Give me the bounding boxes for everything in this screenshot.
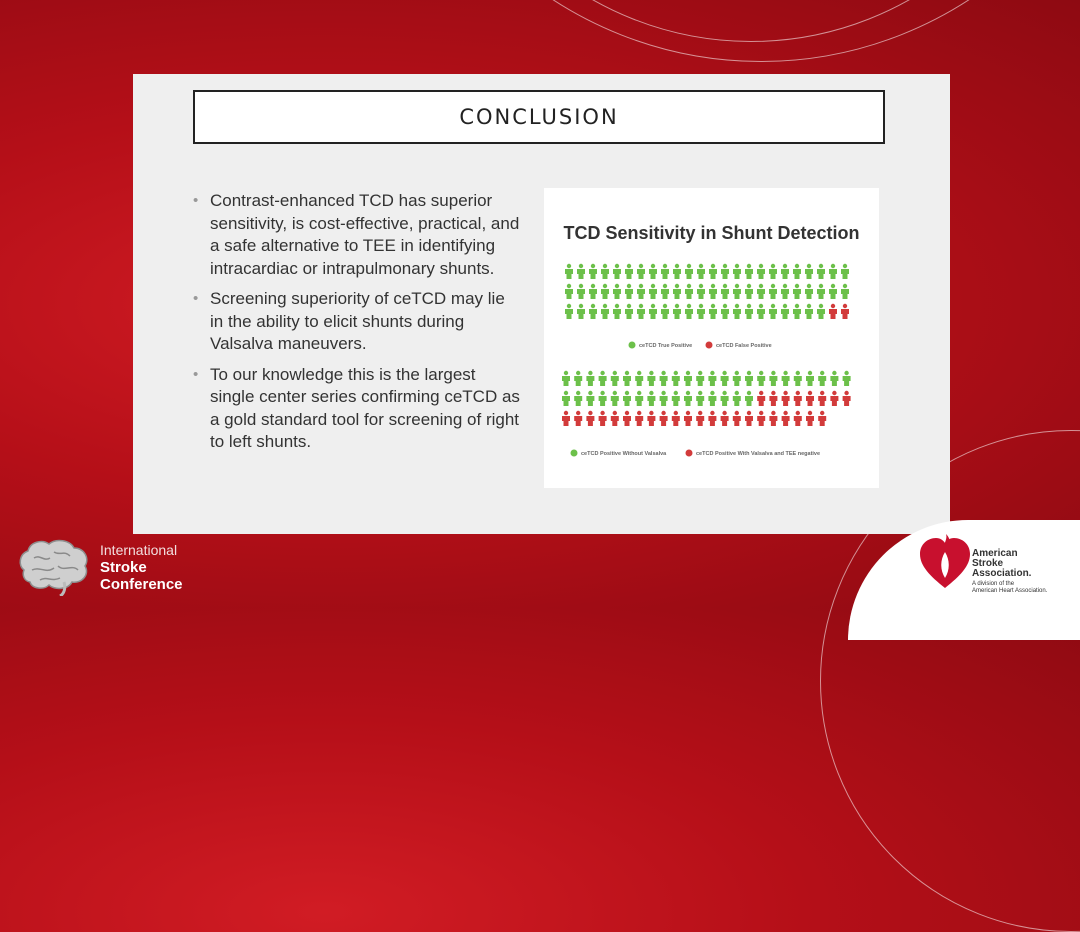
person-icon-red — [721, 411, 729, 426]
person-icon-red — [647, 411, 655, 426]
person-icon-red — [757, 391, 765, 406]
person-icon-green — [709, 284, 717, 299]
person-icon-green — [721, 371, 729, 386]
person-icon-green — [625, 304, 633, 319]
legend-swatch — [706, 342, 713, 349]
person-icon-green — [817, 284, 825, 299]
person-icon-green — [637, 284, 645, 299]
legend-swatch — [571, 450, 578, 457]
person-icon-red — [794, 391, 802, 406]
aha-line: Stroke — [972, 558, 1004, 569]
person-icon-green — [562, 371, 570, 386]
person-icon-green — [829, 264, 837, 279]
person-icon-green — [649, 264, 657, 279]
legend-swatch — [629, 342, 636, 349]
person-icon-green — [613, 304, 621, 319]
person-icon-green — [805, 284, 813, 299]
aha-line: American — [972, 548, 1018, 559]
person-icon-green — [805, 264, 813, 279]
person-icon-red — [745, 411, 753, 426]
person-icon-green — [769, 371, 777, 386]
person-icon-red — [599, 411, 607, 426]
person-icon-red — [696, 411, 704, 426]
slide-title: CONCLUSION — [459, 105, 619, 129]
person-icon-green — [660, 371, 668, 386]
brain-logo-icon — [14, 536, 92, 596]
person-icon-green — [613, 284, 621, 299]
person-icon-green — [647, 391, 655, 406]
person-icon-green — [721, 284, 729, 299]
person-icon-green — [673, 304, 681, 319]
person-icon-green — [672, 391, 680, 406]
person-icon-green — [794, 371, 802, 386]
person-icon-green — [574, 391, 582, 406]
person-icon-red — [586, 411, 594, 426]
person-icon-green — [562, 391, 570, 406]
bullet-item: • Contrast-enhanced TCD has superior sensitivity, is cost-effective, practical, and a safe alternative to TEE in identifying intracardiac or intrapulmonary shunts. — [191, 190, 521, 280]
person-icon-green — [625, 284, 633, 299]
person-icon-green — [635, 391, 643, 406]
chart-panel — [544, 188, 879, 488]
bullet-item: • To our knowledge this is the largest single center series confirming ceTCD as a gold standard tool for screening of right to left shunts. — [191, 364, 521, 454]
person-icon-green — [793, 264, 801, 279]
bullet-item: • Screening superiority of ceTCD may lie in the ability to elicit shunts during Valsalva maneuvers. — [191, 288, 521, 356]
person-icon-green — [672, 371, 680, 386]
person-icon-green — [577, 284, 585, 299]
person-icon-green — [577, 304, 585, 319]
person-icon-green — [721, 304, 729, 319]
person-icon-green — [745, 391, 753, 406]
person-icon-green — [684, 391, 692, 406]
person-icon-red — [818, 411, 826, 426]
person-icon-green — [817, 304, 825, 319]
person-icon-red — [843, 391, 851, 406]
background-arc — [430, 0, 1072, 42]
person-icon-green — [577, 264, 585, 279]
isc-line: Stroke — [100, 559, 147, 576]
person-icon-green — [733, 371, 741, 386]
person-icon-green — [685, 304, 693, 319]
person-icon-red — [562, 411, 570, 426]
person-icon-green — [745, 304, 753, 319]
person-icon-green — [745, 371, 753, 386]
isc-line: International — [100, 542, 178, 558]
title-box — [193, 90, 885, 144]
person-icon-green — [586, 371, 594, 386]
person-icon-green — [733, 284, 741, 299]
person-icon-green — [733, 264, 741, 279]
person-icon-green — [721, 391, 729, 406]
person-icon-red — [769, 391, 777, 406]
person-icon-green — [696, 391, 704, 406]
person-icon-red — [794, 411, 802, 426]
person-icon-red — [574, 411, 582, 426]
person-icon-green — [611, 371, 619, 386]
person-icon-green — [601, 284, 609, 299]
person-icon-green — [649, 304, 657, 319]
heart-torch-logo-icon — [918, 532, 972, 590]
person-icon-green — [601, 304, 609, 319]
person-icon-green — [806, 371, 814, 386]
person-icon-green — [757, 371, 765, 386]
aha-subline: American Heart Association. — [972, 588, 1048, 594]
isc-line: Conference — [100, 576, 183, 593]
person-icon-red — [684, 411, 692, 426]
bullet-list — [191, 190, 521, 462]
person-icon-green — [769, 284, 777, 299]
person-icon-green — [708, 391, 716, 406]
person-icon-green — [769, 264, 777, 279]
person-icon-green — [589, 264, 597, 279]
aha-subtext — [972, 581, 1047, 595]
person-icon-green — [661, 264, 669, 279]
person-icon-red — [660, 411, 668, 426]
person-icon-green — [696, 371, 704, 386]
aha-line: Association. — [972, 568, 1032, 579]
person-icon-green — [637, 264, 645, 279]
person-icon-green — [599, 391, 607, 406]
person-icon-green — [817, 264, 825, 279]
person-icon-red — [623, 411, 631, 426]
person-icon-green — [586, 391, 594, 406]
person-icon-green — [625, 264, 633, 279]
person-icon-green — [793, 284, 801, 299]
person-icon-green — [574, 371, 582, 386]
person-icon-red — [672, 411, 680, 426]
person-icon-green — [841, 284, 849, 299]
person-icon-green — [733, 391, 741, 406]
person-icon-red — [733, 411, 741, 426]
person-icon-green — [649, 284, 657, 299]
person-icon-red — [708, 411, 716, 426]
person-icon-green — [818, 371, 826, 386]
person-icon-green — [781, 264, 789, 279]
aha-logo-text — [972, 549, 1047, 595]
person-icon-green — [781, 284, 789, 299]
person-icon-green — [684, 371, 692, 386]
person-icon-red — [782, 411, 790, 426]
person-icon-green — [685, 284, 693, 299]
person-icon-green — [661, 304, 669, 319]
legend-swatch — [686, 450, 693, 457]
person-icon-green — [708, 371, 716, 386]
person-icon-red — [806, 391, 814, 406]
person-icon-green — [709, 304, 717, 319]
person-icon-green — [637, 304, 645, 319]
slide-content — [133, 74, 950, 534]
chart-title: TCD Sensitivity in Shunt Detection — [563, 223, 860, 243]
person-icon-red — [611, 411, 619, 426]
person-icon-green — [565, 304, 573, 319]
person-icon-green — [673, 264, 681, 279]
person-icon-green — [565, 284, 573, 299]
legend-label: ceTCD Positive With Valsalva and TEE negative — [696, 451, 821, 457]
person-icon-green — [782, 371, 790, 386]
person-icon-green — [565, 264, 573, 279]
person-icon-green — [709, 264, 717, 279]
person-icon-green — [647, 371, 655, 386]
person-icon-green — [673, 284, 681, 299]
person-icon-green — [829, 284, 837, 299]
person-icon-green — [611, 391, 619, 406]
person-icon-green — [769, 304, 777, 319]
person-icon-red — [841, 304, 849, 319]
person-icon-green — [697, 284, 705, 299]
person-icon-red — [830, 391, 838, 406]
aha-subline: A division of the — [972, 581, 1015, 587]
person-icon-green — [757, 264, 765, 279]
person-icon-red — [829, 304, 837, 319]
person-icon-green — [599, 371, 607, 386]
legend-label: ceTCD True Positive — [639, 343, 693, 349]
person-icon-green — [635, 371, 643, 386]
person-icon-green — [793, 304, 801, 319]
legend-label: ceTCD False Positive — [716, 343, 772, 349]
person-icon-red — [806, 411, 814, 426]
person-icon-green — [733, 304, 741, 319]
person-icon-green — [623, 391, 631, 406]
person-icon-red — [635, 411, 643, 426]
person-icon-green — [843, 371, 851, 386]
person-icon-green — [623, 371, 631, 386]
person-icon-green — [661, 284, 669, 299]
person-icon-red — [782, 391, 790, 406]
person-icon-green — [805, 304, 813, 319]
person-icon-green — [685, 264, 693, 279]
legend-label: ceTCD Positive Without Valsalva — [581, 451, 667, 457]
person-icon-red — [757, 411, 765, 426]
person-icon-green — [781, 304, 789, 319]
person-icon-green — [613, 264, 621, 279]
person-icon-green — [757, 284, 765, 299]
person-icon-green — [589, 284, 597, 299]
person-icon-green — [660, 391, 668, 406]
person-icon-red — [818, 391, 826, 406]
person-icon-red — [769, 411, 777, 426]
isc-logo-text — [100, 542, 183, 593]
person-icon-green — [841, 264, 849, 279]
person-icon-green — [721, 264, 729, 279]
person-icon-green — [697, 264, 705, 279]
person-icon-green — [745, 264, 753, 279]
person-icon-green — [601, 264, 609, 279]
person-icon-green — [589, 304, 597, 319]
person-icon-green — [757, 304, 765, 319]
person-icon-green — [830, 371, 838, 386]
person-icon-green — [745, 284, 753, 299]
person-icon-green — [697, 304, 705, 319]
